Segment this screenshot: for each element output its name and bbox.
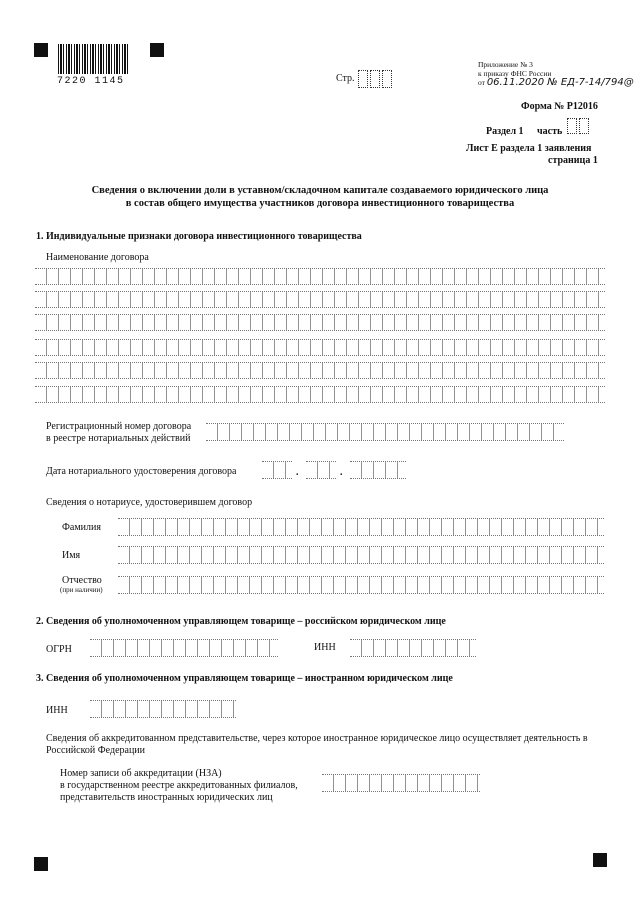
date-separator-2: . (340, 467, 343, 478)
sheet-line1: Лист Е раздела 1 заявления (466, 143, 592, 154)
appendix-line3 (478, 78, 634, 87)
reg-number-label (46, 421, 191, 445)
inn-input-foreign[interactable] (90, 700, 236, 718)
name-label: Имя (62, 550, 81, 561)
barcode-number: 7220 1145 (57, 76, 125, 87)
record-number-input[interactable] (322, 774, 480, 792)
appendix-block (478, 60, 634, 87)
form-number: Форма № Р12016 (521, 101, 598, 112)
part-cells[interactable] (567, 118, 591, 134)
appendix-prefix: от (478, 78, 485, 87)
notary-label: Сведения о нотариусе, удостоверившем договор (46, 497, 253, 508)
record-label-line3: представительств иностранных юридических лиц (60, 792, 273, 803)
inn-label-foreign: ИНН (46, 705, 68, 716)
part-label: часть (537, 126, 563, 137)
corner-marker-top-right (150, 43, 164, 57)
surname-input[interactable] (118, 518, 604, 536)
representative-line1: Сведения об аккредитованном представительстве, через которое иностранное юридическое лицо осуществляет деятельность в (46, 733, 588, 744)
patronymic-label: Отчество (62, 575, 102, 586)
reg-number-label-line2: в реестре нотариальных действий (46, 433, 191, 444)
appendix-line2: к приказу ФНС России (478, 69, 552, 78)
corner-marker-bottom-left (34, 857, 48, 871)
date-month-input[interactable] (306, 461, 336, 479)
contract-name-row-6[interactable] (35, 386, 605, 403)
date-day-input[interactable] (262, 461, 292, 479)
sheet-line2: страница 1 (548, 155, 598, 166)
contract-name-row-5[interactable] (35, 362, 605, 379)
name-input[interactable] (118, 546, 604, 564)
section1-heading: 1. Индивидуальные признаки договора инвестиционного товарищества (36, 231, 362, 242)
page-title (40, 184, 600, 210)
section2-heading: 2. Сведения об уполномоченном управляющем товарище – российском юридическом лице (36, 616, 446, 627)
record-label-line2: в государственном реестре аккредитованных филиалов, (60, 780, 298, 791)
date-label: Дата нотариального удостоверения договора (46, 466, 237, 477)
ogrn-input[interactable] (90, 639, 278, 657)
section3-heading: 3. Сведения об уполномоченном управляющем товарище – иностранном юридическом лице (36, 673, 453, 684)
representative-line2: Российской Федерации (46, 745, 146, 756)
section-label: Раздел 1 (486, 126, 524, 137)
reg-number-input[interactable] (206, 423, 564, 441)
appendix-handwritten: 06.11.2020 № ЕД-7-14/794@ (486, 77, 634, 88)
reg-number-label-line1: Регистрационный номер договора (46, 421, 192, 432)
record-label-line1: Номер записи об аккредитации (НЗА) (60, 768, 222, 779)
title-line1: Сведения о включении доли в уставном/складочном капитале создаваемого юридического лица (91, 185, 549, 196)
patronymic-input[interactable] (118, 576, 604, 594)
contract-name-row-3[interactable] (35, 314, 605, 331)
title-line2: в состав общего имущества участников договора инвестиционного товарищества (125, 198, 515, 209)
contract-name-row-2[interactable] (35, 291, 605, 308)
barcode (58, 44, 130, 74)
date-separator-1: . (296, 467, 299, 478)
page-number-cells[interactable] (358, 70, 394, 88)
contract-name-row-1[interactable] (35, 268, 605, 285)
ogrn-label: ОГРН (46, 644, 72, 655)
inn-label-ru: ИНН (314, 642, 336, 653)
contract-name-row-4[interactable] (35, 339, 605, 356)
contract-name-label: Наименование договора (46, 252, 149, 263)
appendix-line1: Приложение № 3 (478, 60, 533, 69)
date-year-input[interactable] (350, 461, 406, 479)
patronymic-note: (при наличии) (60, 586, 103, 594)
record-label (60, 768, 298, 804)
corner-marker-bottom-right (593, 853, 607, 867)
corner-marker-top-left (34, 43, 48, 57)
surname-label: Фамилия (62, 522, 101, 533)
page-label: Стр. (336, 73, 355, 84)
representative-text (46, 733, 606, 757)
inn-input-ru[interactable] (350, 639, 476, 657)
